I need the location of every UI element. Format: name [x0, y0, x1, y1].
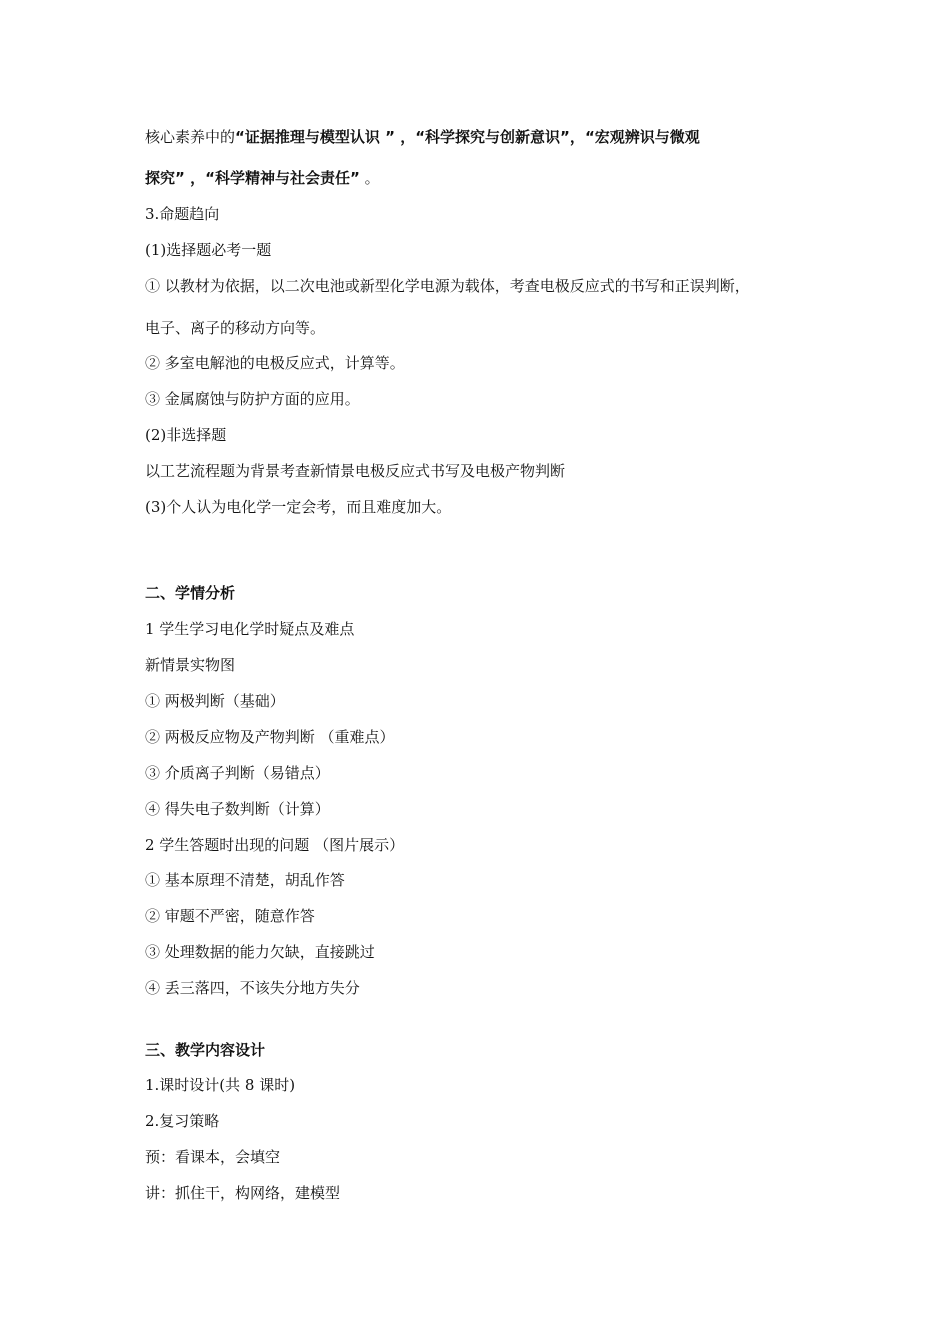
list-item: ② 多室电解池的电极反应式，计算等。 [145, 354, 405, 372]
difficulties-title: 1 学生学习电化学时疑点及难点 [145, 620, 355, 638]
list-item: ③ 金属腐蚀与防护方面的应用。 [145, 390, 360, 408]
list-item: ② 两极反应物及产物判断 （重难点） [145, 728, 395, 746]
list-item: 预：看课本，会填空 [145, 1148, 281, 1166]
separator: ， [569, 128, 585, 146]
multiple-choice-title: (1)选择题必考一题 [145, 241, 272, 259]
intro-end: 。 [359, 169, 380, 187]
difficulties-subtitle: 新情景实物图 [145, 656, 236, 674]
list-item: ① 基本原理不清楚，胡乱作答 [145, 871, 345, 889]
list-item: ① 两极判断（基础） [145, 692, 285, 710]
list-item: 电子、离子的移动方向等。 [145, 319, 326, 337]
list-item: ① 以教材为依据，以二次电池或新型化学电源为载体，考查电极反应式的书写和正误判断， [145, 277, 750, 295]
non-choice-text: 以工艺流程题为背景考查新情景电极反应式书写及电极产物判断 [145, 462, 566, 480]
list-item: ④ 丢三落四，不该失分地方失分 [145, 979, 360, 997]
competency-macro-micro-end: 探究” [145, 169, 185, 187]
section-heading-learning-analysis: 二、学情分析 [145, 584, 236, 602]
section-heading-teaching-design: 三、教学内容设计 [145, 1041, 266, 1059]
personal-opinion: (3)个人认为电化学一定会考，而且难度加大。 [145, 498, 452, 516]
separator: ， [184, 169, 206, 187]
list-item: ② 审题不严密，随意作答 [145, 907, 315, 925]
list-item: ④ 得失电子数判断（计算） [145, 800, 330, 818]
competency-scientific-spirit: “科学精神与社会责任” [205, 169, 360, 187]
non-choice-title: (2)非选择题 [145, 426, 227, 444]
intro-line-2 [145, 168, 380, 188]
competency-scientific-inquiry: “科学探究与创新意识” [415, 128, 570, 146]
list-item: ③ 处理数据的能力欠缺，直接跳过 [145, 943, 375, 961]
list-item: 1.课时设计(共 8 课时) [145, 1076, 296, 1094]
exam-trend-title: 3.命题趋向 [145, 205, 220, 223]
list-item: 讲：抓住干，构网络，建模型 [145, 1184, 341, 1202]
list-item: ③ 介质离子判断（易错点） [145, 764, 330, 782]
intro-prefix: 核心素养中的 [145, 128, 236, 146]
list-item: 2.复习策略 [145, 1112, 220, 1130]
problems-title: 2 学生答题时出现的问题 （图片展示） [145, 836, 405, 854]
competency-macro-micro-start: “宏观辨识与微观 [584, 128, 700, 146]
competency-evidence-reasoning: “证据推理与模型认识 ” [235, 128, 395, 146]
intro-line-1 [145, 127, 700, 147]
separator: ， [394, 128, 416, 146]
